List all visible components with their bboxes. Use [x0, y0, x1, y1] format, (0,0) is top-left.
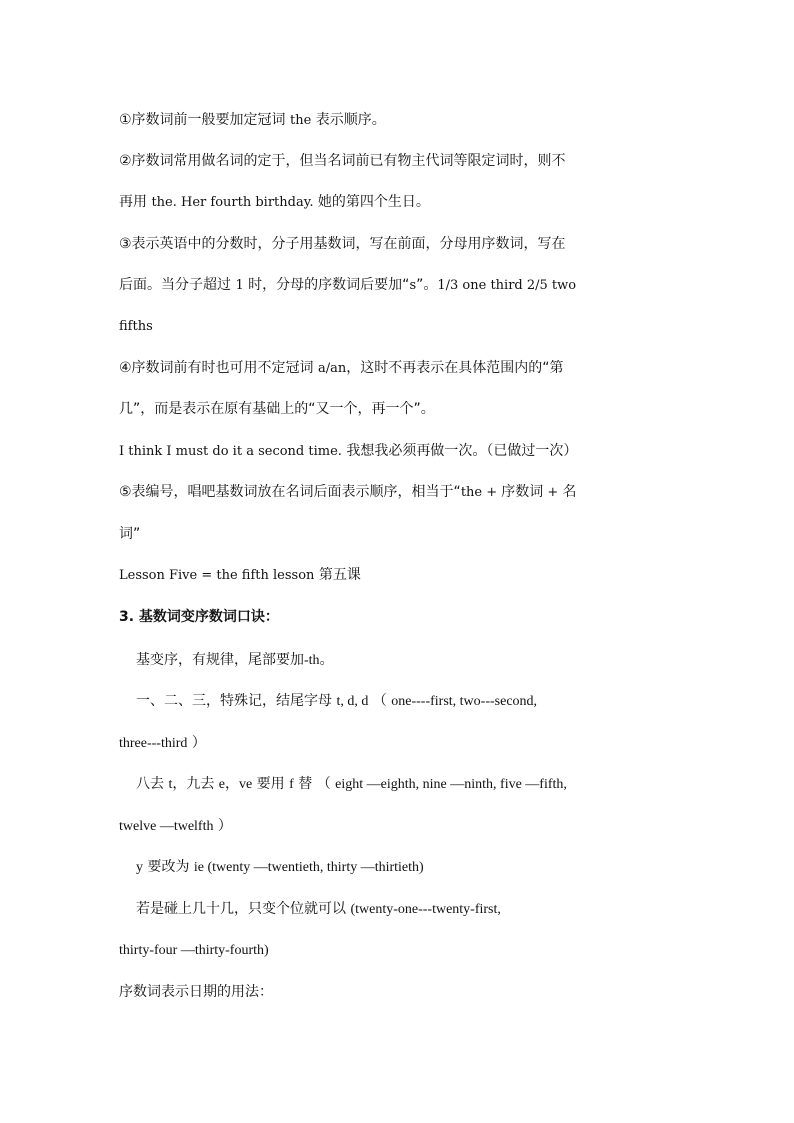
- text-segment: 3. 基数词变序数词口诀：: [119, 609, 279, 625]
- text-segment: ）: [187, 735, 206, 751]
- rule-5-numbering: [119, 482, 679, 502]
- text-segment: 八去: [136, 776, 169, 792]
- text-segment: (twenty-one---twenty-first,: [350, 902, 501, 917]
- text-segment: s: [409, 278, 417, 293]
- text-segment: 要用: [252, 776, 290, 792]
- rule-2-attributive: [119, 151, 679, 171]
- text-segment: ）: [213, 818, 232, 834]
- text-segment: 一、二、三，特殊记，结尾字母: [136, 693, 337, 709]
- text-segment: ③表示英语中的分数时，分子用基数词，写在前面，分母用序数词，写在: [119, 236, 566, 252]
- text-segment: ①序数词前一般要加定冠词: [119, 112, 291, 128]
- text-segment: ②序数词常用做名词的定于，但当名词前已有物主代词等限定词时，则不: [119, 153, 566, 169]
- text-segment: 我想我必须再做一次。（已做过一次）: [341, 443, 578, 459]
- rule-4-meaning: [119, 399, 679, 419]
- text-segment: 序数词表示日期的用法：: [119, 984, 273, 1000]
- text-segment: ，九去: [172, 776, 219, 792]
- text-segment: ”。: [416, 277, 438, 293]
- text-segment: ve: [239, 777, 253, 792]
- mnemonic-line-2: [136, 691, 696, 711]
- text-segment: one----first, two---second,: [391, 694, 538, 709]
- rule-4-indefinite-article: [119, 358, 679, 378]
- rule-5-example: [119, 565, 679, 585]
- text-segment: 时，分母的序数词后要加“: [243, 277, 410, 293]
- text-segment: 1/3 one third 2/5 two: [437, 278, 577, 293]
- text-segment: 再用: [119, 194, 152, 210]
- text-segment: the: [290, 113, 312, 128]
- mnemonic-line-1: [136, 650, 696, 670]
- text-segment: thirty-four —thirty-fourth): [119, 943, 269, 958]
- rule-5-continuation: [119, 524, 679, 544]
- text-segment: ，这时不再表示在具体范围内的“第: [346, 360, 564, 376]
- mnemonic-line-5: [136, 899, 696, 919]
- text-segment: eight —eighth, nine —ninth, five —fifth,: [335, 777, 567, 792]
- text-segment: （: [368, 693, 392, 709]
- text-segment: 要改为: [143, 859, 194, 875]
- text-segment: the. Her fourth birthday.: [151, 195, 314, 210]
- text-segment: 1: [235, 278, 244, 293]
- text-segment: ⑤表编号，唱吧基数词放在名词后面表示顺序，相当于“: [119, 484, 461, 500]
- text-segment: fifths: [119, 319, 153, 334]
- text-segment: y: [136, 860, 143, 875]
- text-segment: 基变序，有规律，尾部要加: [136, 652, 304, 668]
- text-segment: the +: [460, 485, 502, 500]
- text-segment: 第五课: [314, 567, 361, 583]
- text-segment: t: [168, 777, 173, 792]
- text-segment: Lesson Five = the fifth lesson: [119, 568, 315, 583]
- text-segment: 替 （: [293, 776, 336, 792]
- text-segment: 几”，而是表示在原有基础上的“又一个，再一个”。: [119, 401, 435, 417]
- text-segment: t, d, d: [336, 694, 369, 709]
- mnemonic-line-5-continuation: [119, 940, 679, 960]
- rule-3-continuation: [119, 316, 679, 336]
- text-segment: ④序数词前有时也可用不定冠词: [119, 360, 319, 376]
- text-segment: -th: [304, 653, 320, 668]
- section-heading-mnemonic: [119, 607, 679, 627]
- text-segment: e: [218, 777, 226, 792]
- text-segment: 名: [562, 484, 577, 500]
- mnemonic-line-4: [136, 857, 696, 877]
- rule-3-fractions: [119, 234, 679, 254]
- text-segment: ，: [225, 776, 240, 792]
- mnemonic-line-3-continuation: [119, 816, 679, 836]
- text-segment: twelve —twelfth: [119, 819, 214, 834]
- text-segment: 序数词: [501, 484, 544, 500]
- text-segment: I think I must do it a second time.: [119, 444, 342, 459]
- text-segment: 后面。当分子超过: [119, 277, 236, 293]
- text-segment: three---third: [119, 736, 188, 751]
- section-dates-heading: [119, 982, 679, 1002]
- mnemonic-line-3: [136, 774, 696, 794]
- mnemonic-line-2-continuation: [119, 733, 679, 753]
- text-segment: f: [289, 777, 294, 792]
- text-segment: ie (twenty —twentieth, thirty —thirtieth): [193, 860, 424, 875]
- text-segment: 词”: [119, 526, 141, 542]
- rule-1-article: [119, 110, 679, 130]
- text-segment: a/an: [318, 361, 347, 376]
- text-segment: 表示顺序。: [311, 112, 386, 128]
- rule-4-example: [119, 441, 679, 461]
- text-segment: 。: [319, 652, 334, 668]
- rule-2-example: [119, 192, 679, 212]
- text-segment: 她的第四个生日。: [313, 194, 430, 210]
- text-segment: 若是碰上几十几，只变个位就可以: [136, 901, 351, 917]
- rule-3-fraction-examples: [119, 275, 679, 295]
- text-segment: +: [543, 485, 563, 500]
